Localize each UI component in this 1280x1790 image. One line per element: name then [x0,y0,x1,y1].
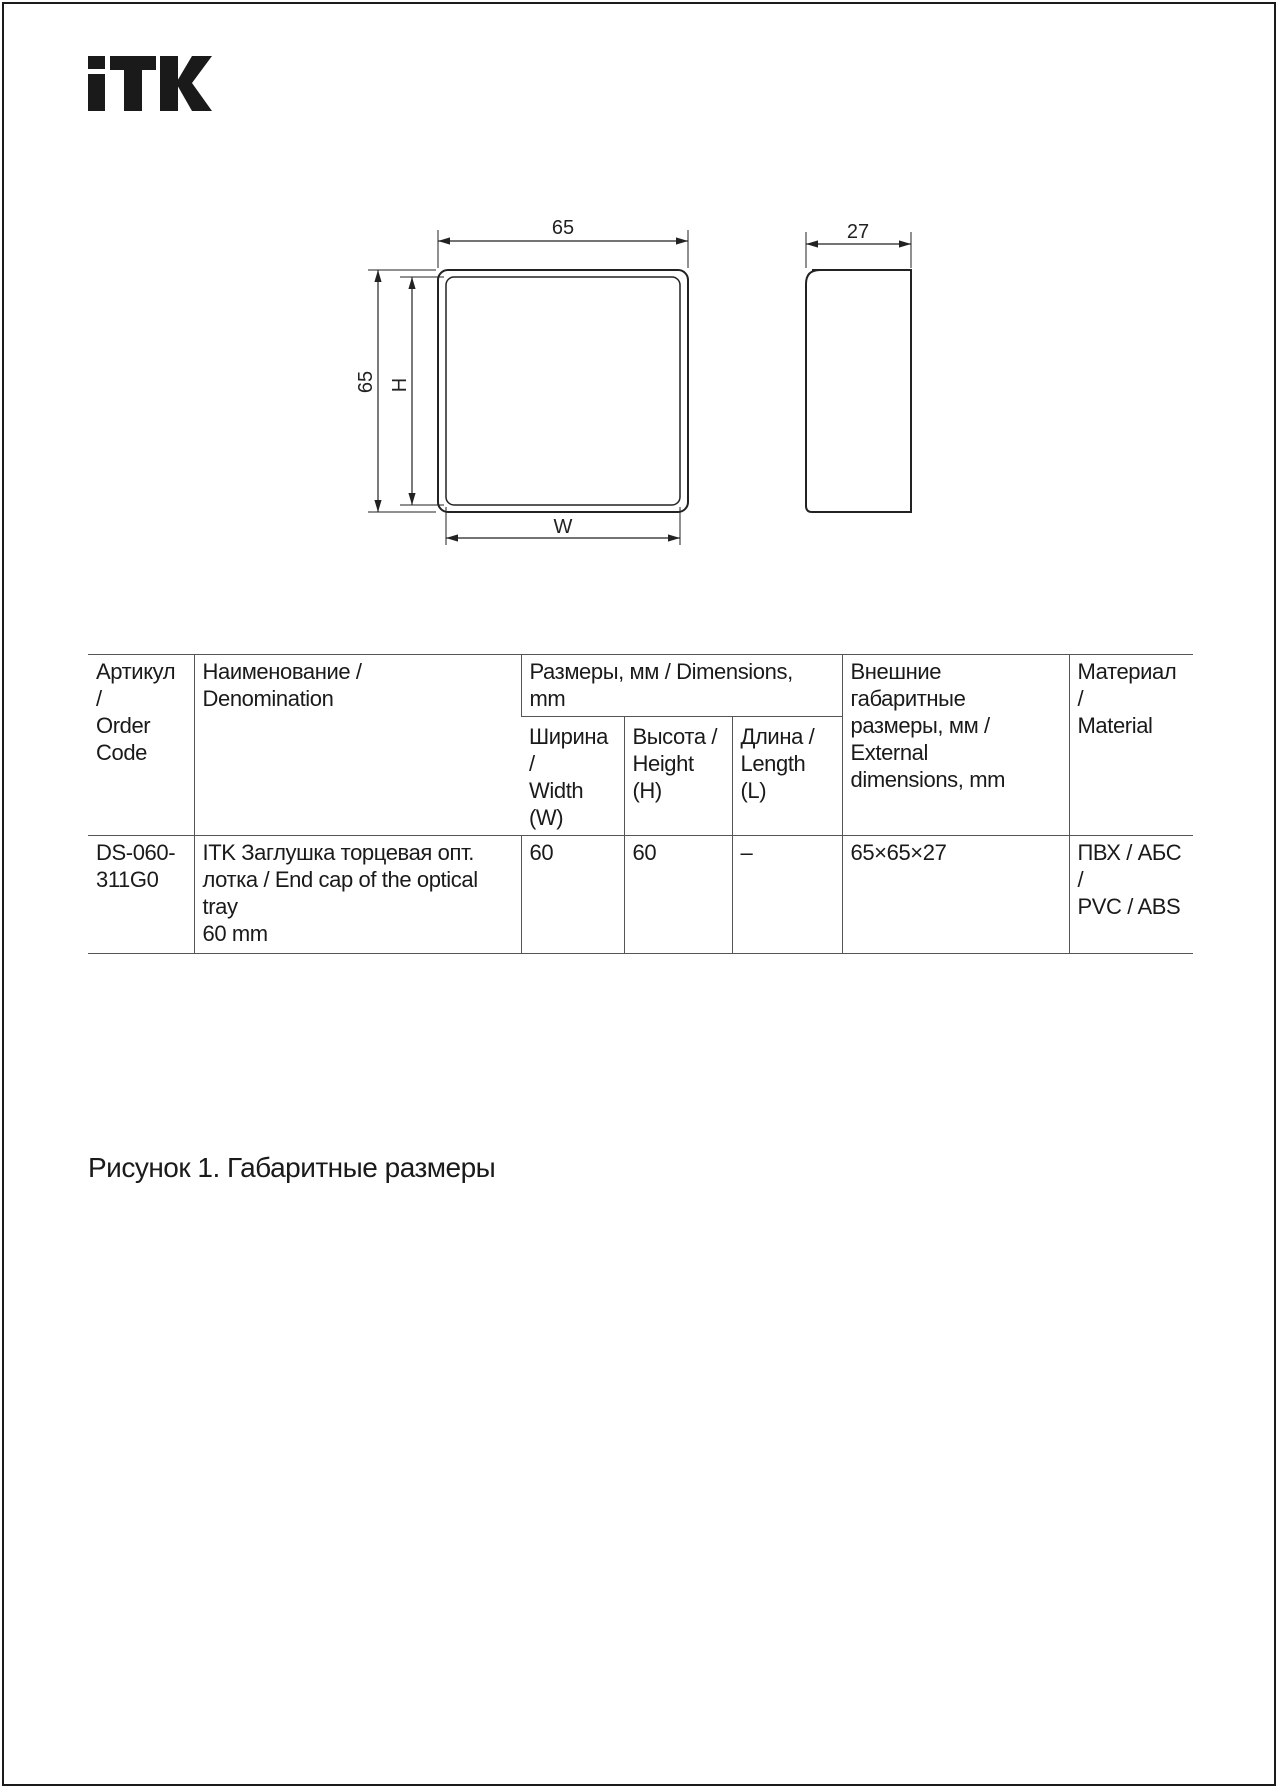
header-denomination: Наименование / Denomination [194,655,521,836]
cell-length: – [732,836,842,954]
itk-logo [88,56,212,118]
figure-caption: Рисунок 1. Габаритные размеры [88,1152,496,1183]
spec-table [88,654,1193,954]
header-dimensions: Размеры, мм / Dimensions, mm [521,655,842,717]
header-width: Ширина / Width (W) [529,724,608,830]
cell-denomination: ITK Заглушка торцевая опт. лотка / End cap of the optical tray 60 mm [194,836,521,954]
cell-material: ПВХ / АБС / PVC / ABS [1069,836,1193,954]
cell-external-dimensions: 65×65×27 [842,836,1069,954]
width-65-label: 65 [551,217,575,239]
side-view-outline [806,270,911,512]
header-height: Высота / Height (H) [624,717,732,836]
front-view-inner [446,277,680,505]
cell-article: DS-060- 311G0 [88,836,194,954]
header-length: Длина / Length (L) [732,717,842,836]
height-65-label: 65 [355,370,377,394]
header-material: Материал / Material [1069,655,1193,836]
table-row [88,836,1193,954]
cell-width: 60 [521,836,624,954]
cell-height: 60 [624,836,732,954]
header-article: Артикул / Order Code [88,655,194,836]
header-external-dimensions: Внешние габаритные размеры, мм / External dimensions, mm [842,655,1069,836]
height-h-label: H [389,377,411,393]
dimension-drawing [340,210,940,560]
front-view-outer [438,270,688,512]
width-w-label: W [553,516,573,538]
depth-27-label: 27 [846,221,870,243]
